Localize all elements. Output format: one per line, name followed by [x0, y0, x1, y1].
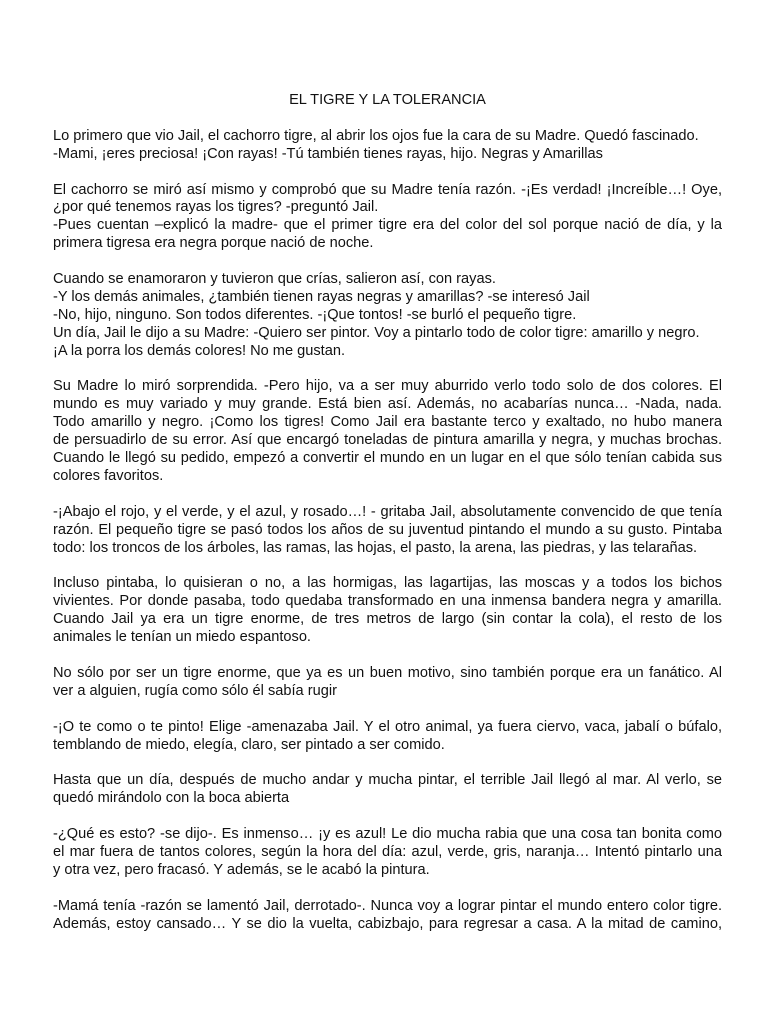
text-line: -Pues cuentan –explicó la madre- que el primer tigre era del color del sol porque nació de día, y la	[53, 217, 722, 234]
document-body	[53, 92, 722, 933]
paragraph-1	[53, 128, 722, 164]
text-line: -¿Qué es esto? -se dijo-. Es inmenso… ¡y es azul! Le dio mucha rabia que una cosa tan bonita como	[53, 826, 722, 842]
text-line: -Mami, ¡eres preciosa! ¡Con rayas! -Tú también tienes rayas, hijo. Negras y Amarillas	[53, 145, 603, 162]
text-line: ver a alguien, rugía como sólo él sabía rugir	[53, 682, 337, 699]
text-line: -No, hijo, ninguno. Son todos diferentes. -¡Que tontos! -se burló el pequeño tigre.	[53, 306, 577, 323]
text-line: vivientes. Por donde pasaba, todo quedaba transformado en una inmensa bandera negra y amarilla.	[53, 593, 722, 610]
paragraph-8	[53, 719, 722, 755]
text-line: ¡A la porra los demás colores! No me gustan.	[53, 342, 346, 359]
text-line: Cuando Jail ya era un tigre enorme, de tres metros de largo (sin contar la cola), el resto de los	[53, 611, 722, 628]
text-line: razón. El pequeño tigre se pasó todos los años de su juventud pintando el mundo a su gusto. Pintaba	[53, 521, 722, 538]
paragraph-5	[53, 504, 722, 558]
text-line: Cuando se enamoraron y tuvieron que crías, salieron así, con rayas.	[53, 271, 496, 288]
text-line: Un día, Jail le dijo a su Madre: -Quiero ser pintor. Voy a pintarlo todo de color tigre: amarillo y negro.	[53, 324, 700, 341]
text-line: mundo es muy variado y muy grande. Está bien así. Además, no acabarías nunca… -Nada, nada.	[53, 396, 722, 413]
paragraph-11	[53, 898, 722, 934]
paragraph-10	[53, 826, 722, 880]
paragraph-9	[53, 772, 722, 808]
text-line: primera tigresa era negra porque nació de noche.	[53, 235, 374, 252]
text-line: el mar fuera de tantos colores, según la hora del día: azul, verde, gris, naranja… Intentó pintarlo una	[53, 843, 722, 860]
document-title: EL TIGRE Y LA TOLERANCIA	[289, 92, 486, 108]
text-line: -¡Abajo el rojo, y el verde, y el azul, y rosado…! - gritaba Jail, absolutamente convencido de que tenía	[53, 503, 722, 520]
text-line: temblando de miedo, elegía, claro, ser pintado a ser comido.	[53, 736, 445, 753]
text-line: El cachorro se miró así mismo y comprobó que su Madre tenía razón. -¡Es verdad! ¡Increíble…! Oye,	[53, 181, 722, 198]
text-line: quedó mirándolo con la boca abierta	[53, 790, 290, 807]
text-line: Además, estoy cansado… Y se dio la vuelta, cabizbajo, para regresar a casa. A la mitad de camino,	[53, 915, 722, 932]
text-line: ¿por qué tenemos rayas los tigres? -preguntó Jail.	[53, 199, 379, 216]
paragraph-6	[53, 575, 722, 647]
text-line: Lo primero que vio Jail, el cachorro tigre, al abrir los ojos fue la cara de su Madre. Quedó fascinado.	[53, 127, 699, 144]
paragraph-7	[53, 665, 722, 701]
text-line: Incluso pintaba, lo quisieran o no, a las hormigas, las lagartijas, las moscas y a todos los bichos	[53, 575, 722, 592]
text-line: Su Madre lo miró sorprendida. -Pero hijo, va a ser muy aburrido verlo todo solo de dos colores. El	[53, 378, 722, 395]
text-line: No sólo por ser un tigre enorme, que ya es un buen motivo, sino también porque era un fanático. Al	[53, 664, 722, 681]
text-line: todo: los troncos de los árboles, las ramas, las hojas, el pasto, la arena, las piedras, y las telarañas.	[53, 539, 698, 556]
paragraph-3	[53, 271, 722, 361]
text-line: -Mamá tenía -razón se lamentó Jail, derrotado-. Nunca voy a lograr pintar el mundo entero color tigre.	[53, 897, 722, 914]
paragraph-4	[53, 378, 722, 485]
text-line: -Y los demás animales, ¿también tienen rayas negras y amarillas? -se interesó Jail	[53, 288, 590, 305]
text-line: -¡O te como o te pinto! Elige -amenazaba Jail. Y el otro animal, ya fuera ciervo, vaca, jabalí o búfalo,	[53, 718, 722, 735]
text-line: colores favoritos.	[53, 467, 164, 484]
text-line: Hasta que un día, después de mucho andar y mucha pintar, el terrible Jail llegó al mar. Al verlo, se	[53, 772, 722, 789]
text-line: Cuando le llegó su pedido, empezó a convertir el mundo en un lugar en el que sólo tenían cabida sus	[53, 450, 722, 467]
text-line: Todo amarillo y negro. ¡Como los tigres! Como Jail era bastante terco y exaltado, no hubo manera	[53, 414, 722, 431]
paragraph-2	[53, 182, 722, 254]
text-line: animales le tenían un miedo espantoso.	[53, 629, 311, 646]
text-line: y otra vez, pero fracasó. Y además, se le acabó la pintura.	[53, 861, 430, 878]
text-line: de persuadirlo de su error. Así que encargó toneladas de pintura amarilla y negra, y muchas brochas.	[53, 432, 722, 449]
